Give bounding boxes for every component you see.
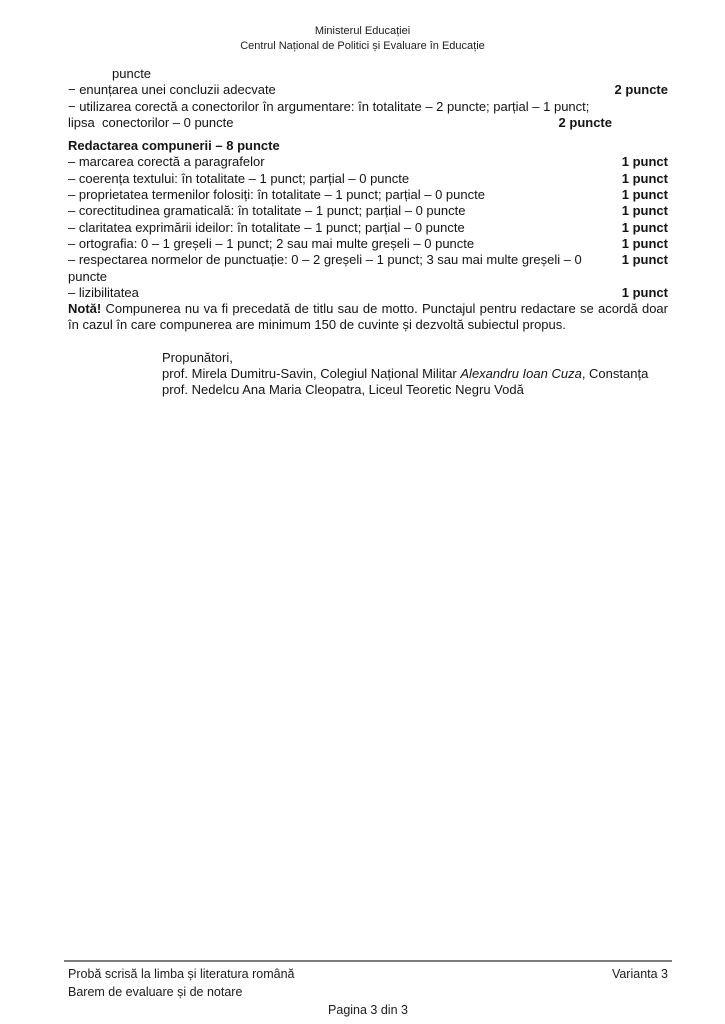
note-label: Notă! xyxy=(68,301,102,317)
criterion-text: – respectarea normelor de punctuație: 0 – 2 greșeli – 1 punct; 3 sau mai multe greșeli – 0 xyxy=(68,252,582,268)
footer-variant: Varianta 3 xyxy=(611,967,668,981)
footer-divider xyxy=(64,960,672,962)
points-value: 2 puncte xyxy=(614,82,668,98)
points-value: 1 punct xyxy=(621,252,668,268)
footer-line-1 xyxy=(68,965,668,983)
points-value: 1 punct xyxy=(621,154,668,170)
footer-exam-title: Probă scrisă la limba și literatura română xyxy=(68,967,295,981)
criterion-row xyxy=(68,154,668,170)
points-value: 1 punct xyxy=(621,235,668,251)
author1-prefix: prof. Mirela Dumitru-Savin, Colegiul Național Militar xyxy=(162,366,461,382)
criterion-text: – marcarea corectă a paragrafelor xyxy=(68,154,265,170)
criterion-text: – corectitudinea gramaticală: în totalitate – 1 punct; parțial – 0 puncte xyxy=(68,203,466,219)
criterion-text: − utilizarea corectă a conectorilor în argumentare: în totalitate – 2 puncte; parțial – 1 punct; xyxy=(68,98,590,114)
author1-school: Alexandru Ioan Cuza xyxy=(460,366,582,382)
document-header xyxy=(0,24,725,53)
carryover-line xyxy=(68,66,668,82)
author1-suffix: , Constanța xyxy=(581,366,649,382)
points-value: 1 punct xyxy=(621,284,668,300)
criterion-row xyxy=(68,220,668,236)
criterion-text: – coerența textului: în totalitate – 1 punct; parțial – 0 puncte xyxy=(68,170,410,186)
criterion-row xyxy=(68,171,668,187)
points-value: 2 puncte xyxy=(558,114,612,130)
footer-page-indicator: Pagina 3 din 3 xyxy=(328,1003,408,1017)
authors-block xyxy=(162,350,668,399)
carryover-line xyxy=(68,269,668,285)
criterion-text: – lizibilitatea xyxy=(68,284,139,300)
points-value: 1 punct xyxy=(621,187,668,203)
author-line: prof. Nedelcu Ana Maria Cleopatra, Liceul Teoretic Negru Vodă xyxy=(162,382,524,398)
criterion-text: – claritatea exprimării ideilor: în totalitate – 1 punct; parțial – 0 puncte xyxy=(68,219,465,235)
authors-heading: Propunători, xyxy=(162,349,233,365)
criterion-text: − enunțarea unei concluzii adecvate xyxy=(68,82,276,98)
criterion-row xyxy=(68,187,668,203)
criterion-row xyxy=(68,285,668,301)
document-footer xyxy=(68,965,668,1019)
criterion-row xyxy=(68,203,668,219)
footer-subtitle: Barem de evaluare și de notare xyxy=(68,985,243,999)
criterion-row xyxy=(68,82,668,98)
criterion-row xyxy=(68,99,668,115)
header-center-name: Centrul Național de Politici și Evaluare în Educație xyxy=(240,39,485,52)
note-text: Compunerea nu va fi precedată de titlu sau de motto. Punctajul pentru redactare se acordă doar în cazul în care compunerea are minimum 150 de cuvinte și dezvoltă subiectul propus. xyxy=(68,301,668,333)
points-value: 1 punct xyxy=(621,219,668,235)
criterion-text: lipsa conectorilor – 0 puncte xyxy=(68,114,234,130)
carryover-text: puncte xyxy=(112,66,152,81)
criterion-row xyxy=(68,236,668,252)
header-ministry: Ministerul Educației xyxy=(314,25,411,37)
document-body xyxy=(68,66,668,399)
section-heading: Redactarea compunerii – 8 puncte xyxy=(68,138,280,154)
points-value: 1 punct xyxy=(621,170,668,186)
author-line xyxy=(162,366,668,382)
criterion-row xyxy=(68,252,668,268)
criterion-row xyxy=(68,115,668,131)
carryover-text: puncte xyxy=(68,268,108,284)
points-value: 1 punct xyxy=(621,203,668,219)
criterion-text: – ortografia: 0 – 1 greșeli – 1 punct; 2 sau mai multe greșeli – 0 puncte xyxy=(68,235,475,251)
criterion-text: – proprietatea termenilor folosiți: în totalitate – 1 punct; parțial – 0 puncte xyxy=(68,187,485,203)
note-paragraph xyxy=(68,301,668,334)
